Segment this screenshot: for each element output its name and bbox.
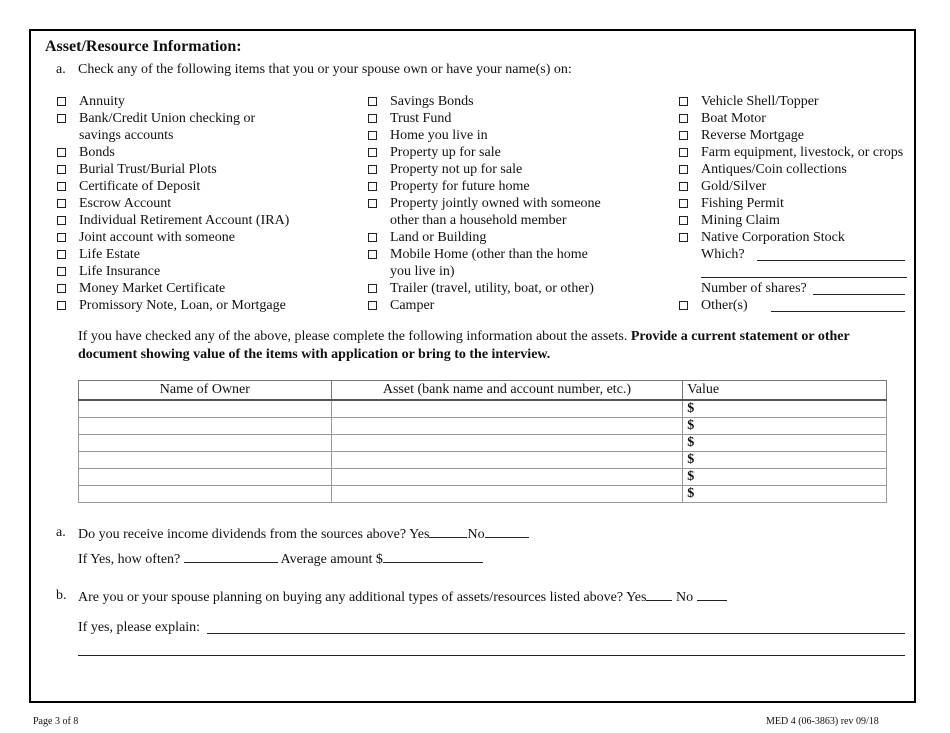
value-cell[interactable]: $ <box>683 418 887 435</box>
planning-question <box>78 587 727 606</box>
table-header-row <box>79 381 887 401</box>
checkbox[interactable] <box>57 267 66 276</box>
checkbox[interactable] <box>57 216 66 225</box>
table-row <box>79 418 887 435</box>
which-input-line[interactable] <box>757 247 905 261</box>
asset-cell[interactable] <box>331 435 683 452</box>
assets-table <box>78 380 887 503</box>
dividends-no-input[interactable] <box>485 524 529 538</box>
checkbox[interactable] <box>57 165 66 174</box>
checkbox[interactable] <box>57 284 66 293</box>
column-header-value: Value <box>683 381 887 401</box>
checkbox[interactable] <box>679 114 688 123</box>
asset-cell[interactable] <box>331 486 683 503</box>
owner-cell[interactable] <box>79 435 332 452</box>
column-header-asset: Asset (bank name and account number, etc.) <box>331 381 683 401</box>
instructions-normal: If you have checked any of the above, please complete the following information about the assets. <box>78 329 628 344</box>
form-id: MED 4 (06-3863) rev 09/18 <box>766 716 879 727</box>
checkbox[interactable] <box>57 301 66 310</box>
dividends-question-text: Do you receive income dividends from the sources above? Yes <box>78 527 430 542</box>
asset-cell[interactable] <box>331 452 683 469</box>
checkbox[interactable] <box>679 165 688 174</box>
average-amount-input[interactable] <box>383 549 483 563</box>
explain-label: If yes, please explain: <box>78 620 201 635</box>
table-row <box>79 435 887 452</box>
value-cell[interactable]: $ <box>683 452 887 469</box>
checkbox[interactable] <box>679 131 688 140</box>
checkbox[interactable] <box>679 199 688 208</box>
instructions-bold: Provide a current statement or other document showing value of the items with application or bring to the interview. <box>78 329 850 362</box>
how-often-input[interactable] <box>184 549 278 563</box>
how-often-label: If Yes, how often? <box>78 552 181 567</box>
checkbox[interactable] <box>679 182 688 191</box>
checkbox[interactable] <box>679 216 688 225</box>
checkbox[interactable] <box>368 131 377 140</box>
number-of-shares-input-line[interactable] <box>813 281 905 295</box>
table-row <box>79 400 887 418</box>
planning-question-text: Are you or your spouse planning on buying any additional types of assets/resources listed above? Yes <box>78 590 647 605</box>
checkbox[interactable] <box>368 233 377 242</box>
owner-cell[interactable] <box>79 452 332 469</box>
question-a-marker: a. <box>56 62 66 77</box>
value-cell[interactable]: $ <box>683 469 887 486</box>
column-header-owner: Name of Owner <box>79 381 332 401</box>
owner-cell[interactable] <box>79 486 332 503</box>
checkbox[interactable] <box>57 97 66 106</box>
checkbox[interactable] <box>57 233 66 242</box>
planning-marker: b. <box>56 588 67 603</box>
checkbox[interactable] <box>368 250 377 259</box>
checkbox[interactable] <box>368 165 377 174</box>
asset-cell[interactable] <box>331 400 683 418</box>
checkbox[interactable] <box>368 284 377 293</box>
planning-no-label: No <box>675 590 694 605</box>
owner-cell[interactable] <box>79 418 332 435</box>
table-row <box>79 486 887 503</box>
checkbox[interactable] <box>57 199 66 208</box>
value-cell[interactable]: $ <box>683 400 887 418</box>
page-number: Page 3 of 8 <box>33 716 79 727</box>
checkbox[interactable] <box>368 97 377 106</box>
others-input-line[interactable] <box>771 298 905 312</box>
dividends-followup <box>78 549 483 568</box>
owner-cell[interactable] <box>79 400 332 418</box>
checkbox[interactable] <box>57 250 66 259</box>
checkbox[interactable] <box>57 182 66 191</box>
which-extra-input-line[interactable] <box>701 264 907 278</box>
checkbox[interactable] <box>368 148 377 157</box>
explain-input-line[interactable] <box>207 633 905 634</box>
checkbox[interactable] <box>57 114 66 123</box>
value-cell[interactable]: $ <box>683 435 887 452</box>
planning-no-input[interactable] <box>697 587 727 601</box>
asset-cell[interactable] <box>331 469 683 486</box>
instructions-paragraph <box>78 328 888 364</box>
value-cell[interactable]: $ <box>683 486 887 503</box>
checkbox[interactable] <box>368 301 377 310</box>
checkbox[interactable] <box>679 148 688 157</box>
dividends-no-label: No <box>467 527 485 542</box>
checkbox[interactable] <box>679 97 688 106</box>
owner-cell[interactable] <box>79 469 332 486</box>
dividends-yes-input[interactable] <box>429 524 467 538</box>
average-amount-label: Average amount $ <box>280 552 383 567</box>
dividends-question <box>78 524 529 543</box>
table-row <box>79 452 887 469</box>
table-row <box>79 469 887 486</box>
explain-extra-line[interactable] <box>78 655 905 656</box>
checkbox[interactable] <box>679 233 688 242</box>
planning-yes-input[interactable] <box>646 587 672 601</box>
asset-cell[interactable] <box>331 418 683 435</box>
question-a-text: Check any of the following items that you or your spouse own or have your name(s) on: <box>78 62 572 77</box>
checkbox[interactable] <box>368 182 377 191</box>
dividends-marker: a. <box>56 525 66 540</box>
checkbox[interactable] <box>368 199 377 208</box>
checkbox[interactable] <box>368 114 377 123</box>
section-title: Asset/Resource Information: <box>45 38 242 55</box>
checkbox[interactable] <box>679 301 688 310</box>
checkbox[interactable] <box>57 148 66 157</box>
